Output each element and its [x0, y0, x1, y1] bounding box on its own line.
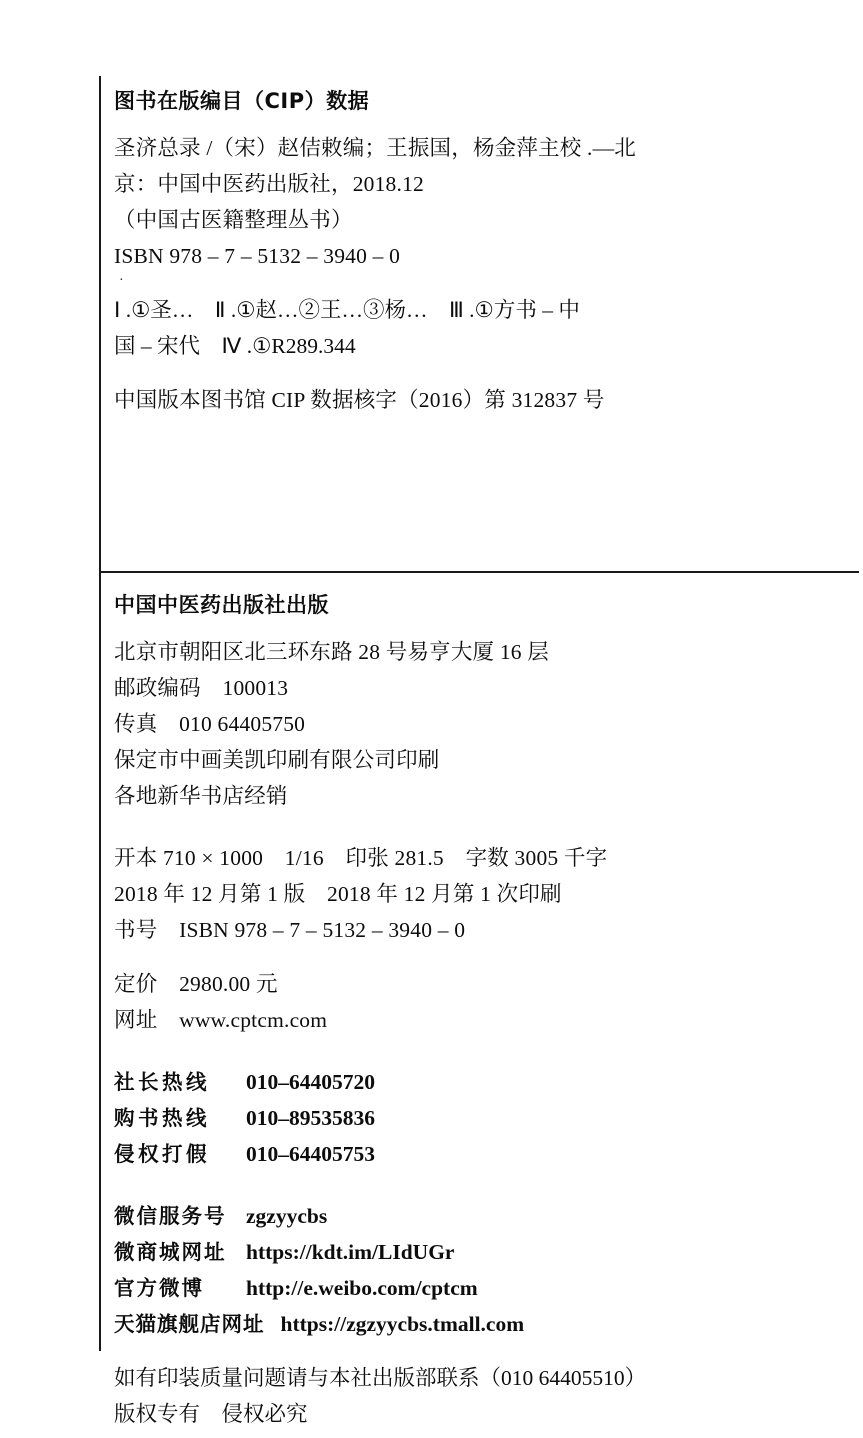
wechat-account [114, 1198, 844, 1234]
hotline-director [114, 1064, 844, 1100]
tmall-store-url[interactable]: https://zgzyycbs.tmall.com [280, 1312, 525, 1336]
block-divider-rule [99, 571, 859, 573]
cip-block [114, 82, 844, 418]
website-line: 网址 www.cptcm.com [114, 1008, 328, 1032]
wechat-account-value: zgzyycbs [246, 1204, 328, 1228]
format-line: 开本 710 × 1000 1/16 印张 281.5 字数 3005 千字 [114, 846, 608, 870]
publisher-block-left-rule [99, 571, 101, 1351]
cip-series-line: （中国古医籍整理丛书） [114, 208, 353, 232]
stray-mark: · [119, 273, 124, 288]
cip-heading: 图书在版编目（CIP）数据 [114, 89, 370, 113]
publisher-fax: 传真 010 64405750 [114, 712, 306, 736]
price-line: 定价 2980.00 元 [114, 972, 278, 996]
cip-classification-line-2: 国 – 宋代 Ⅳ .①R289.344 [114, 334, 356, 358]
cip-cataloguing-line: 中国版本图书馆 CIP 数据核字（2016）第 312837 号 [114, 388, 605, 412]
publisher-heading: 中国中医药出版社出版 [114, 593, 329, 617]
wechat-shop-label: 微商城网址 [114, 1240, 227, 1264]
hotline-orders-value: 010–89535836 [246, 1106, 375, 1130]
hotline-orders [114, 1100, 844, 1136]
distribution-line: 各地新华书店经销 [114, 784, 288, 808]
book-number-line: 书号 ISBN 978 – 7 – 5132 – 3940 – 0 [114, 918, 466, 942]
publisher-block [114, 586, 844, 1432]
hotline-antipiracy-value: 010–64405753 [246, 1142, 375, 1166]
cip-isbn-line: ISBN 978 – 7 – 5132 – 3940 – 0 [114, 244, 401, 268]
cip-line-2: 京：中国中医药出版社，2018.12 [114, 172, 424, 196]
wechat-account-label: 微信服务号 [114, 1204, 227, 1228]
hotline-antipiracy-label: 侵权打假 [114, 1142, 210, 1166]
cip-line-1: 圣济总录 /（宋）赵佶敕编；王振国，杨金萍主校 .—北 [114, 136, 637, 160]
cip-classification-line-1: Ⅰ .①圣… Ⅱ .①赵…②王…③杨… Ⅲ .①方书 – 中 [114, 298, 580, 322]
wechat-shop-url[interactable]: https://kdt.im/LIdUGr [246, 1240, 455, 1264]
weibo-url[interactable]: http://e.weibo.com/cptcm [246, 1276, 478, 1300]
hotline-director-label: 社长热线 [114, 1070, 210, 1094]
publisher-address: 北京市朝阳区北三环东路 28 号易亨大厦 16 层 [114, 640, 550, 664]
publisher-postcode: 邮政编码 100013 [114, 676, 289, 700]
hotline-director-value: 010–64405720 [246, 1070, 375, 1094]
weibo-label: 官方微博 [114, 1276, 204, 1300]
quality-notice: 如有印装质量问题请与本社出版部联系（010 64405510） [114, 1366, 647, 1390]
hotline-orders-label: 购书热线 [114, 1106, 210, 1130]
printer-line: 保定市中画美凯印刷有限公司印刷 [114, 748, 440, 772]
edition-line: 2018 年 12 月第 1 版 2018 年 12 月第 1 次印刷 [114, 882, 562, 906]
wechat-shop[interactable] [114, 1234, 844, 1270]
tmall-store-label: 天猫旗舰店网址 [114, 1312, 265, 1336]
cip-block-left-rule [99, 76, 101, 572]
weibo[interactable] [114, 1270, 844, 1306]
hotline-antipiracy [114, 1136, 844, 1172]
copyright-notice: 版权专有 侵权必究 [114, 1402, 308, 1426]
tmall-store[interactable] [114, 1306, 844, 1342]
